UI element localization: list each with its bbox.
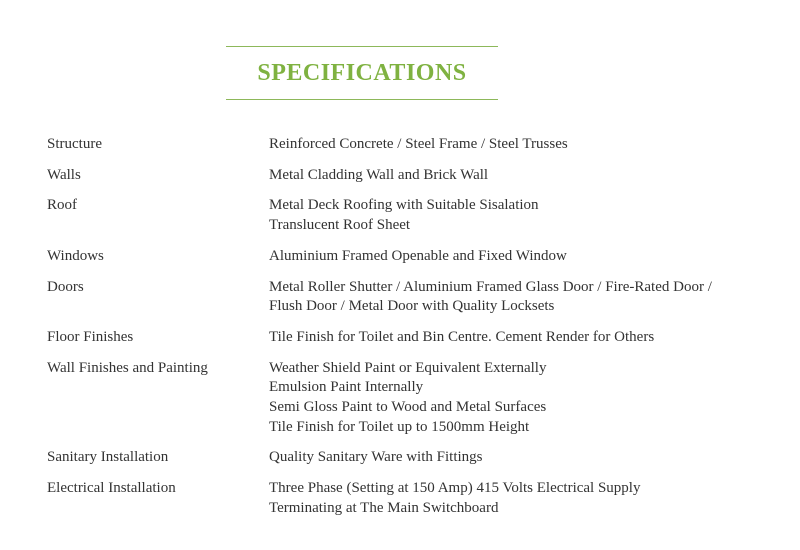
spec-value-line: Aluminium Framed Openable and Fixed Window xyxy=(269,247,567,264)
spec-label: Sanitary Installation xyxy=(47,449,169,466)
spec-value-line: Tile Finish for Toilet up to 1500mm Height xyxy=(269,418,530,435)
spec-values xyxy=(269,359,777,438)
spec-label: Doors xyxy=(47,278,84,295)
spec-label: Structure xyxy=(47,136,102,152)
spec-value-line: Metal Deck Roofing with Suitable Sisalation xyxy=(269,197,539,214)
spec-values xyxy=(269,135,777,155)
spec-value-line: Terminating at The Main Switchboard xyxy=(269,499,499,516)
spec-row xyxy=(47,448,777,468)
title-block xyxy=(226,46,498,100)
spec-label: Roof xyxy=(47,197,77,214)
spec-values xyxy=(269,247,777,267)
spec-value-line: Metal Roller Shutter / Aluminium Framed Glass Door / Fire-Rated Door / xyxy=(269,278,712,295)
spec-values xyxy=(269,166,777,186)
specifications-table xyxy=(47,135,777,519)
spec-row xyxy=(47,328,777,348)
spec-row xyxy=(47,278,777,317)
spec-value-line: Weather Shield Paint or Equivalent Externally xyxy=(269,359,547,376)
spec-value-line: Quality Sanitary Ware with Fittings xyxy=(269,449,483,466)
spec-row xyxy=(47,196,777,235)
spec-values xyxy=(269,328,777,348)
title-bottom-rule xyxy=(226,99,498,100)
spec-value-line: Three Phase (Setting at 150 Amp) 415 Volts Electrical Supply xyxy=(269,480,641,497)
spec-label: Walls xyxy=(47,166,81,183)
spec-values xyxy=(269,196,777,235)
spec-values xyxy=(269,278,777,317)
spec-value-line: Tile Finish for Toilet and Bin Centre. Cement Render for Others xyxy=(269,328,655,345)
spec-value-line: Flush Door / Metal Door with Quality Locksets xyxy=(269,298,555,315)
spec-value-line: Emulsion Paint Internally xyxy=(269,379,424,396)
spec-label: Wall Finishes and Painting xyxy=(47,359,208,376)
spec-value-line: Metal Cladding Wall and Brick Wall xyxy=(269,166,489,183)
spec-value-line: Reinforced Concrete / Steel Frame / Steel Trusses xyxy=(269,136,568,152)
spec-label: Floor Finishes xyxy=(47,328,134,345)
page-title: SPECIFICATIONS xyxy=(257,60,467,86)
spec-row xyxy=(47,359,777,438)
spec-row xyxy=(47,166,777,186)
spec-values xyxy=(269,479,777,518)
spec-value-line: Semi Gloss Paint to Wood and Metal Surfaces xyxy=(269,399,547,416)
spec-row xyxy=(47,247,777,267)
spec-value-line: Translucent Roof Sheet xyxy=(269,217,411,234)
spec-label: Electrical Installation xyxy=(47,480,176,497)
spec-values xyxy=(269,448,777,468)
spec-label: Windows xyxy=(47,247,104,264)
spec-row xyxy=(47,479,777,518)
spec-row xyxy=(47,135,777,155)
